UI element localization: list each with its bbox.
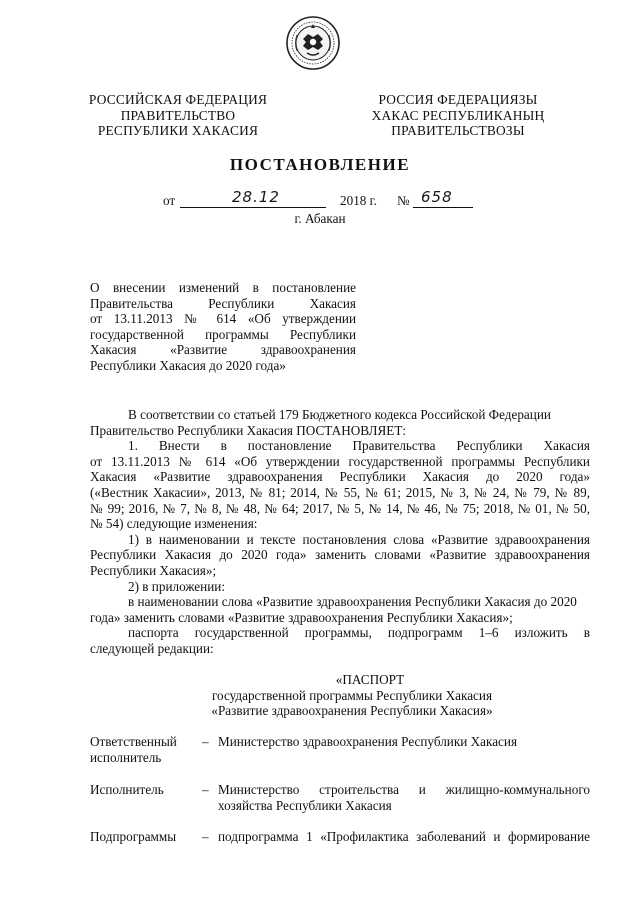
subject-line: О внесении изменений в постановление: [90, 280, 356, 295]
subject-line: Правительства Республики Хакасия: [90, 295, 356, 311]
item1-line: № 54) следующие изменения:: [90, 516, 258, 532]
sub2a-line: года» заменить словами «Развитие здравоохранения Республики Хакасия»;: [90, 609, 513, 625]
subject-line: Хакасия «Развитие здравоохранения: [90, 342, 356, 358]
city-label: г. Абакан: [294, 211, 346, 226]
date-from-label: от: [163, 193, 176, 208]
header-right-line-3: ПРАВИТЕЛЬСТВОЗЫ: [391, 123, 525, 138]
item1-line: Хакасия «Развитие здравоохранения Республики Хакасия до 2020 года»: [90, 469, 590, 485]
passport-row-dash: –: [202, 734, 209, 749]
item1-line: № 99; 2016, № 7, № 8, № 48, № 64; 2017, № 5, № 14, № 46, № 75; 2018, № 01, № 50,: [90, 500, 590, 516]
passport-heading-line-3: «Развитие здравоохранения Республики Хакасия»: [211, 703, 493, 719]
subject-line: Республики Хакасия до 2020 года»: [90, 357, 286, 373]
header-right-line-1: РОССИЯ ФЕДЕРАЦИЯЗЫ: [378, 92, 538, 107]
passport-row-value: [218, 782, 590, 813]
item1-line: («Вестник Хакасии», 2013, № 81; 2014, № 55, № 61; 2015, № 3, № 24, № 79, № 89,: [90, 484, 590, 500]
header-right-line-2: ХАКАС РЕСПУБЛИКАНЫҢ: [371, 107, 545, 123]
passport-row-label: [90, 829, 196, 845]
header-left-line-2: ПРАВИТЕЛЬСТВО: [120, 107, 236, 123]
passport-row-value-line: подпрограмма 1 «Профилактика заболеваний и формирование: [218, 829, 590, 844]
passport-row-value: [218, 829, 590, 845]
item1-line: от 13.11.2013 № 614 «Об утверждении государственной программы Республики: [90, 453, 590, 469]
coat-of-arms-emblem: [285, 15, 341, 71]
sub2b-line: паспорта государственной программы, подпрограмм 1–6 изложить в: [128, 625, 590, 641]
resolution-subject: [90, 280, 356, 374]
header-left-line-3: РЕСПУБЛИКИ ХАКАСИЯ: [97, 123, 259, 138]
passport-heading-line-1: «ПАСПОРТ: [335, 672, 405, 687]
passport-row-executor: [90, 782, 590, 816]
passport-row-label: [90, 734, 196, 765]
passport-row-responsible: [90, 734, 590, 768]
sub2-line: 2) в приложении:: [128, 578, 225, 594]
header-left-line-1: РОССИЙСКАЯ ФЕДЕРАЦИЯ: [88, 92, 268, 107]
year-label: 2018 г.: [340, 193, 377, 208]
passport-row-value-line: Министерство строительства и жилищно-коммунального: [218, 782, 590, 797]
sub2a-line: в наименовании слова «Развитие здравоохранения Республики Хакасия до 2020: [128, 594, 577, 610]
subject-line: государственной программы Республики: [90, 326, 356, 342]
passport-row-subprograms: [90, 829, 590, 847]
passport-row-value-line: Министерство здравоохранения Республики Хакасия: [218, 734, 518, 749]
resolution-body: [90, 407, 590, 657]
sub2b-line: следующей редакции:: [90, 640, 214, 656]
passport-heading-line-2: государственной программы Республики Хакасия: [211, 687, 493, 703]
intro-line-2: Правительство Республики Хакасия ПОСТАНОВЛЯЕТ:: [90, 422, 407, 438]
sub1-line: 1) в наименовании и тексте постановления слова «Развитие здравоохранения: [128, 531, 590, 547]
passport-row-label-line: исполнитель: [90, 749, 162, 765]
passport-row-value-line: хозяйства Республики Хакасия: [218, 797, 392, 813]
passport-row-label: [90, 782, 196, 798]
passport-row-label-line: Исполнитель: [90, 782, 164, 797]
passport-row-dash: –: [202, 829, 209, 844]
date-number-line: [0, 188, 640, 213]
date-handwritten: 28.12: [232, 188, 280, 206]
header-right-block: [356, 92, 560, 139]
document-title: ПОСТАНОВЛЕНИЕ: [229, 155, 411, 174]
passport-row-dash: –: [202, 782, 209, 797]
sub1-line: Республики Хакасия»;: [90, 562, 217, 578]
intro-line-1: В соответствии со статьей 179 Бюджетного кодекса Российской Федерации: [128, 407, 551, 422]
passport-row-label-line: Ответственный: [90, 734, 177, 749]
subject-line: от 13.11.2013 № 614 «Об утверждении: [90, 311, 356, 327]
passport-heading: [90, 672, 590, 719]
item1-line: 1. Внести в постановление Правительства Республики Хакасия: [128, 438, 590, 454]
number-handwritten: 658: [421, 188, 453, 206]
header-left-block: [78, 92, 278, 139]
number-sign: №: [397, 193, 410, 208]
sub1-line: Республики Хакасия до 2020 года» заменить словами «Развитие здравоохранения: [90, 547, 590, 563]
passport-row-label-line: Подпрограммы: [90, 829, 177, 844]
passport-row-value: [218, 734, 590, 750]
